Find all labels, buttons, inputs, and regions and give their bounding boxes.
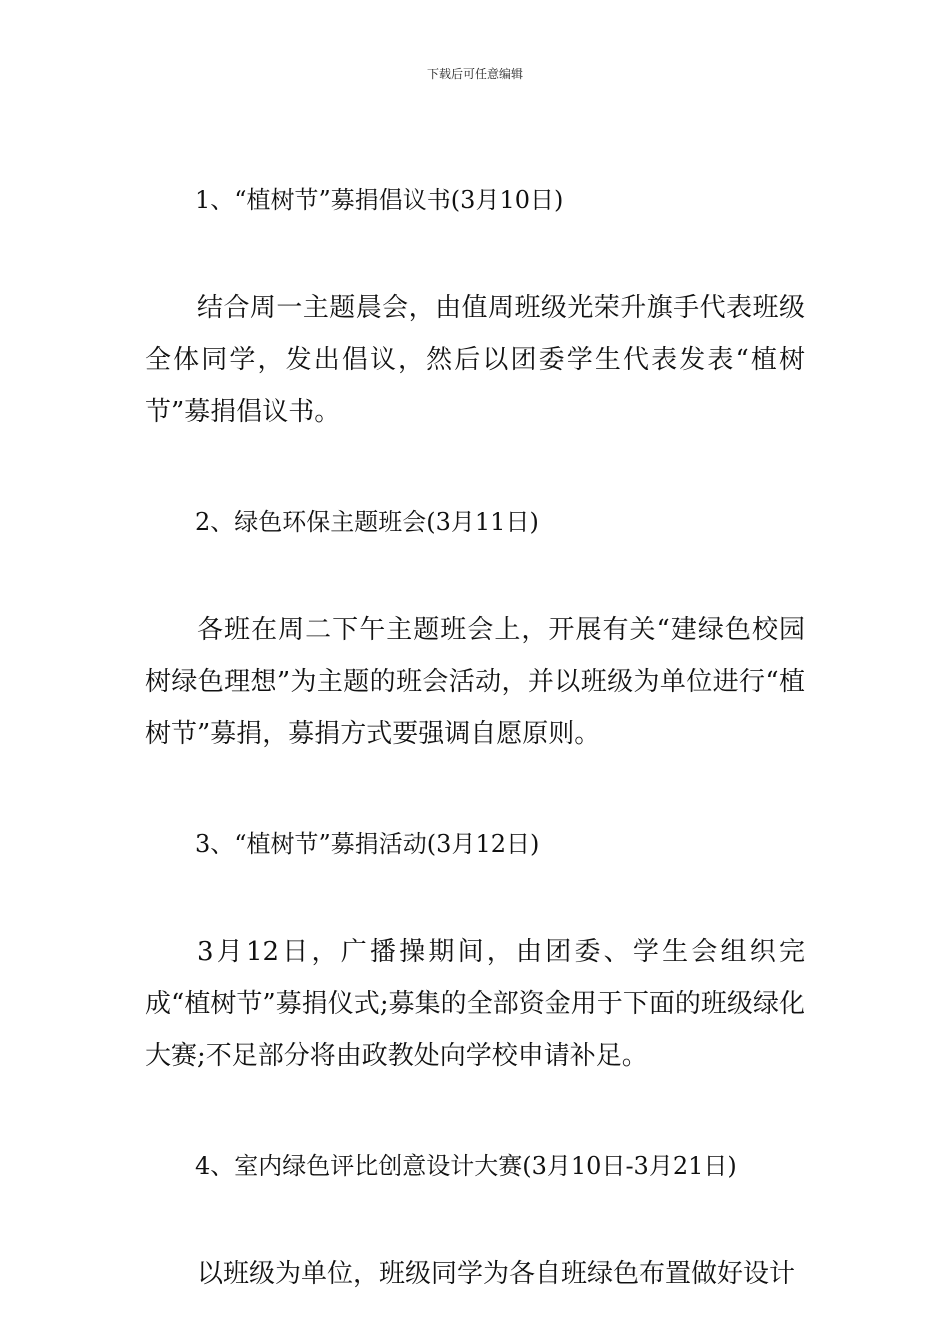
section-heading-3: 3、“植树节”募捐活动(3月12日) <box>195 830 540 858</box>
section-heading-1: 1、“植树节”募捐倡议书(3月10日) <box>195 186 564 214</box>
section-paragraph-2: 各班在周二下午主题班会上，开展有关“建绿色校园树绿色理想”为主题的班会活动，并以班级为单位进行“植树节”募捐，募捐方式要强调自愿原则。 <box>145 615 805 749</box>
document-body <box>145 178 805 1300</box>
section-heading-4: 4、室内绿色评比创意设计大赛(3月10日-3月21日) <box>195 1152 737 1180</box>
section-heading-2: 2、绿色环保主题班会(3月11日) <box>195 508 539 536</box>
section-paragraph-1: 结合周一主题晨会，由值周班级光荣升旗手代表班级全体同学，发出倡议，然后以团委学生代表发表“植树节”募捐倡议书。 <box>145 293 805 427</box>
page-header: 下载后可任意编辑 <box>426 67 523 81</box>
section-paragraph-4: 以班级为单位，班级同学为各自班绿色布置做好设计 <box>197 1259 796 1289</box>
section-paragraph-3: 3月12日，广播操期间，由团委、学生会组织完成“植树节”募捐仪式;募集的全部资金用于下面的班级绿化大赛;不足部分将由政教处向学校申请补足。 <box>145 937 805 1071</box>
